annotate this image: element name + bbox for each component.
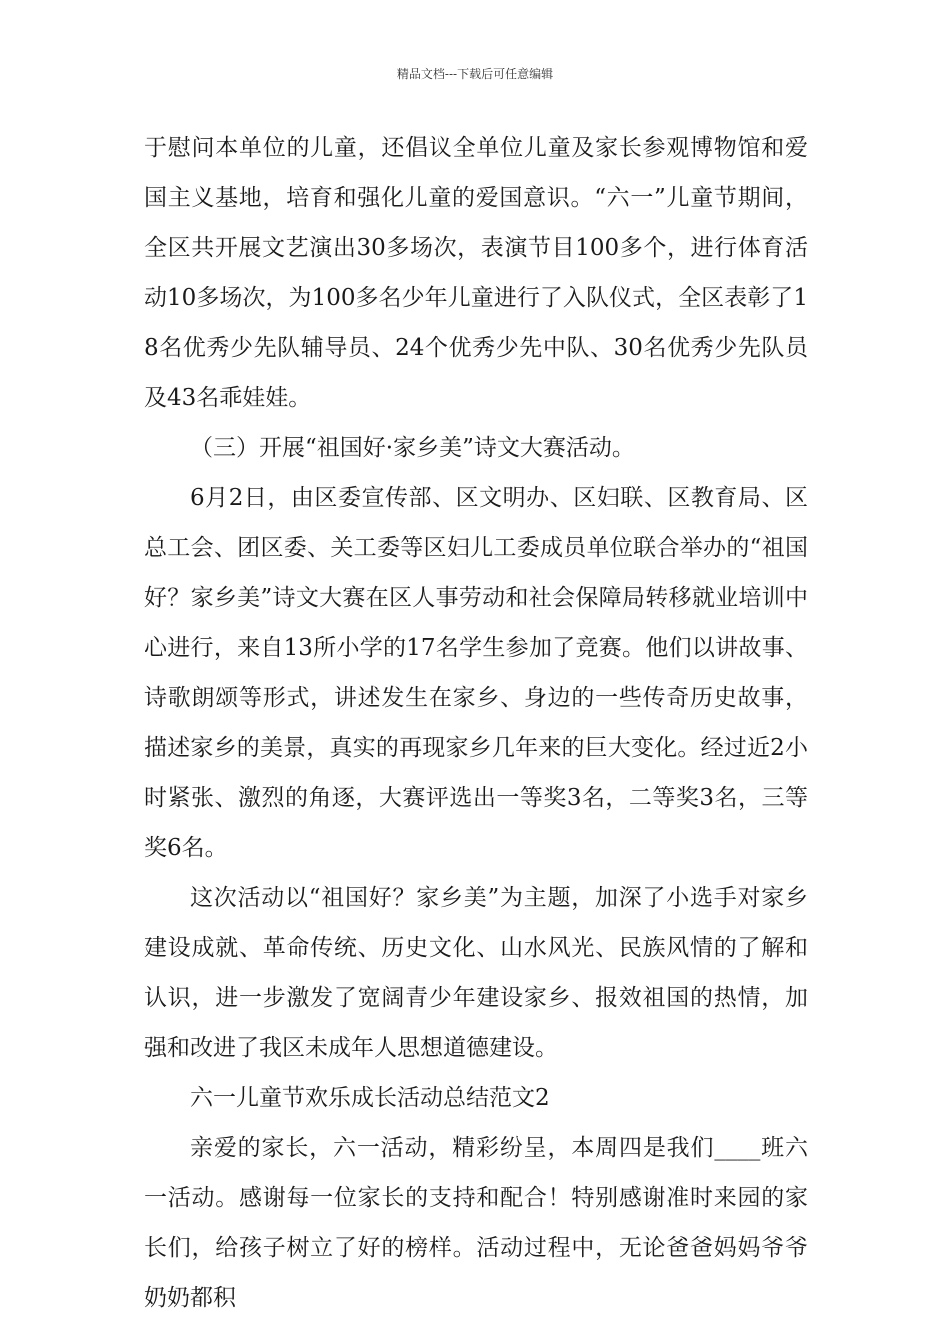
document-body bbox=[144, 123, 808, 1323]
paragraph-6: 亲爱的家长，六一活动，精彩纷呈，本周四是我们____班六一活动。感谢每一位家长的支持和配合！特别感谢准时来园的家长们，给孩子树立了好的榜样。活动过程中，无论爸爸妈妈爷爷奶奶都积 bbox=[144, 1135, 808, 1311]
paragraph-5: 六一儿童节欢乐成长活动总结范文2 bbox=[190, 1085, 550, 1111]
paragraph-1: 于慰问本单位的儿童，还倡议全单位儿童及家长参观博物馆和爱国主义基地，培育和强化儿童的爱国意识。“六一”儿童节期间，全区共开展文艺演出30多场次，表演节目100多个，进行体育活动10多场次，为100多名少年儿童进行了入队仪式，全区表彰了18名优秀少先队辅导员、24个优秀少先中队、30名优秀少先队员及43名乖娃娃。 bbox=[144, 135, 808, 411]
paragraph-3: 6月2日，由区委宣传部、区文明办、区妇联、区教育局、区总工会、团区委、关工委等区妇儿工委成员单位联合举办的“祖国好？家乡美”诗文大赛在区人事劳动和社会保障局转移就业培训中心进行，来自13所小学的17名学生参加了竞赛。他们以讲故事、诗歌朗颂等形式，讲述发生在家乡、身边的一些传奇历史故事，描述家乡的美景，真实的再现家乡几年来的巨大变化。经过近2小时紧张、激烈的角逐，大赛评选出一等奖3名，二等奖3名，三等奖6名。 bbox=[144, 485, 808, 861]
paragraph-2: （三）开展“祖国好·家乡美”诗文大赛活动。 bbox=[190, 435, 635, 461]
page-header: 精品文档---下载后可任意编辑 bbox=[396, 67, 554, 81]
paragraph-4: 这次活动以“祖国好？家乡美”为主题，加深了小选手对家乡建设成就、革命传统、历史文化、山水风光、民族风情的了解和认识，进一步激发了宽阔青少年建设家乡、报效祖国的热情，加强和改进了我区未成年人思想道德建设。 bbox=[144, 885, 808, 1061]
